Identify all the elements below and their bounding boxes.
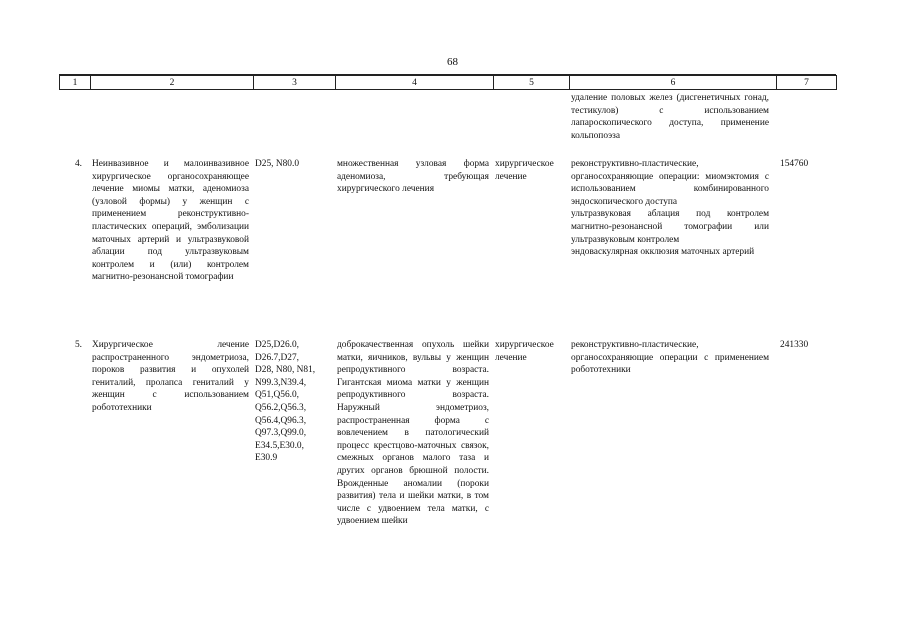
patient-model: доброкачественная опухоль шейки матки, яичников, вульвы у женщин репродуктивного возраста. Гигантская миома матки у женщин репродуктивного возраста. Наружный эндометриоз, распространенная форма с вовлечением в патологический процесс крестцово-маточных связок, смежных органов малого таза и других органов брюшной полости. Врожденные аномалии (пороки развития) тела и шейки матки, в том числе с удвоением тела матки, с удвоением шейки [337, 340, 489, 527]
column-number: 6 [570, 76, 777, 90]
patient-model: множественная узловая форма аденомиоза, требующая хирургического лечения [337, 159, 489, 195]
icd-code: Q99.0, [280, 428, 307, 439]
row-number: 5. [74, 340, 82, 350]
treatment-name: Неинвазивное и малоинвазивное хирургическое органосохраняющее лечение миомы матки, аденомиоза (узловой формы) у женщин с применением реконструктивно-пластических операций, эмболизации маточных артерий и ультразвуковой аблации под ультразвуковым контролем и (или) контролем магнитно-резонансной томографии [92, 159, 249, 283]
treatment-method [571, 339, 769, 377]
icd-codes [255, 339, 331, 465]
icd-code: N99.3, [255, 377, 281, 388]
icd-code-line [255, 364, 331, 377]
cost-value: 241330 [780, 340, 809, 350]
icd-code-line [255, 452, 331, 465]
column-number: 3 [254, 76, 336, 90]
icd-code: Q97.3, [255, 428, 281, 439]
icd-code-line [255, 352, 331, 365]
icd-code: Q51, [255, 390, 274, 401]
treatment-method-item: реконструктивно-пластические, органосохраняющие операции: миомэктомия с использованием комбинированного эндоскопического доступа [571, 159, 769, 207]
continuation-method-text: удаление половых желез (дисгенетичных гонад, тестикулов) с использованием лапароскопического доступа, применение кольпопоэза [571, 93, 769, 141]
icd-code-line [255, 402, 331, 415]
icd-code: D27, [280, 352, 300, 363]
column-number: 1 [60, 76, 91, 90]
icd-code: D25, [255, 340, 274, 350]
icd-code: D26.7, [255, 352, 281, 363]
column-number: 2 [91, 76, 254, 90]
icd-code: E34.5, [255, 440, 280, 451]
icd-code: Q96.3, [280, 415, 307, 426]
icd-code: D28, N80, N81, [255, 365, 316, 376]
icd-code: Q56.4, [255, 415, 281, 426]
treatment-type: хирургическое лечение [495, 159, 554, 182]
icd-code: Q56.3, [280, 402, 307, 413]
icd-code-line [255, 427, 331, 440]
icd-code: E30.0, [279, 440, 304, 451]
icd-code-line [255, 389, 331, 402]
icd-code-line [255, 377, 331, 390]
icd-codes: D25, N80.0 [255, 159, 300, 169]
treatment-method-item: эндоваскулярная окклюзия маточных артерий [571, 247, 755, 258]
cost-value: 154760 [780, 159, 809, 169]
row-number: 4. [74, 159, 82, 169]
treatment-name: Хирургическое лечение распространенного эндометриоза, пороков развития и опухолей гениталий, пролапса гениталий у женщин с использованием робототехники [92, 340, 249, 413]
icd-code-line [255, 440, 331, 453]
column-number: 4 [336, 76, 494, 90]
treatment-type: хирургическое лечение [495, 340, 554, 363]
page-number: 68 [447, 56, 458, 68]
icd-code: Q56.0, [273, 390, 300, 401]
column-number: 5 [494, 76, 570, 90]
column-number-header [59, 75, 837, 90]
icd-code-line [255, 339, 331, 352]
column-number: 7 [777, 76, 837, 90]
icd-code: N39.4, [280, 377, 307, 388]
icd-code: E30.9 [255, 453, 278, 464]
icd-code: Q56.2, [255, 402, 281, 413]
treatment-method-item: реконструктивно-пластические, органосохраняющие операции с применением робототехники [571, 340, 769, 376]
icd-code-line [255, 415, 331, 428]
treatment-method [571, 158, 769, 259]
icd-code: D26.0, [273, 340, 300, 350]
treatment-method-item: ультразвуковая аблация под контролем магнитно-резонансной томографии или ультразвуковым контролем [571, 209, 769, 245]
